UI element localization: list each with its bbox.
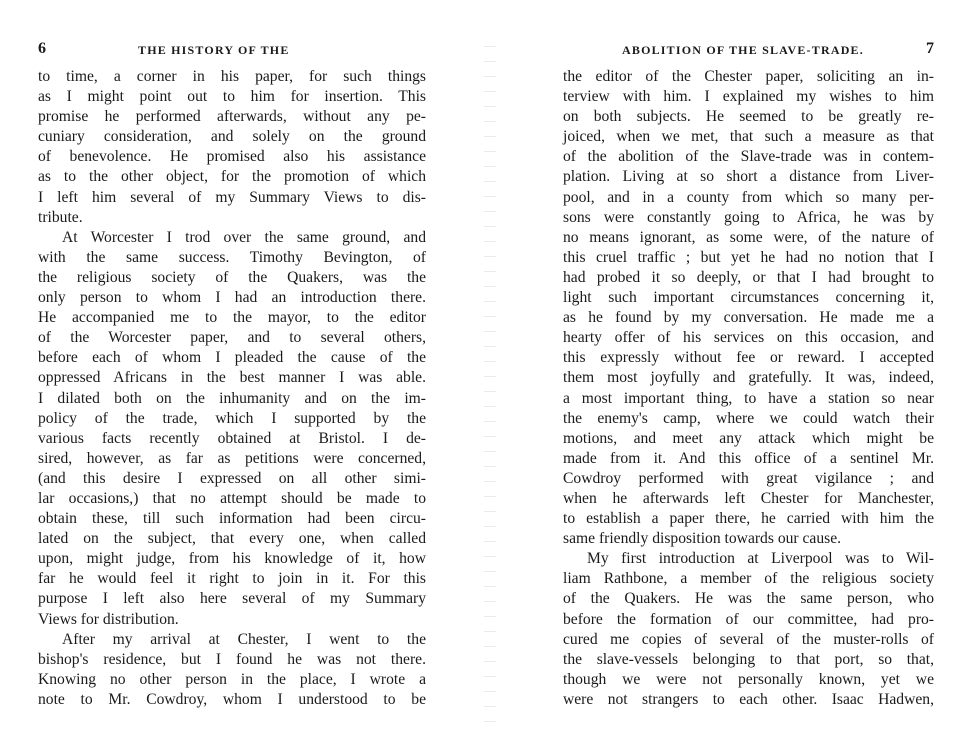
- text-line: the enemy's camp, where we could watch their: [563, 409, 934, 427]
- text-line: far he would feel it right to join in it. For this: [38, 570, 426, 588]
- text-line: I left him several of my Summary Views to dis-: [38, 188, 426, 206]
- text-line: no means ignorant, as some were, of the nature of: [563, 228, 934, 246]
- text-line: were not strangers to each other. Isaac Hadwen,: [563, 690, 934, 708]
- text-line: cured me copies of several of the muster-rolls of: [563, 630, 934, 648]
- right-page-body: [563, 67, 934, 710]
- text-line: Knowing no other person in the place, I wrote a: [38, 670, 426, 688]
- text-line: of the Worcester paper, and to several others,: [38, 329, 426, 347]
- text-line: bishop's residence, but I found he was not there.: [38, 650, 426, 668]
- text-line: Cowdroy performed with great vigilance ; and: [563, 469, 934, 487]
- text-line: when he afterwards left Chester for Manchester,: [563, 489, 934, 507]
- text-line: before each of whom I pleaded the cause of the: [38, 349, 426, 367]
- text-line: liam Rathbone, a member of the religious society: [563, 570, 934, 588]
- text-line: of the Quakers. He was the same person, who: [563, 590, 934, 608]
- text-line: (and this desire I expressed on all other simi-: [38, 469, 426, 487]
- text-line: policy of the trade, which I supported by the: [38, 409, 426, 427]
- text-line: light such important circumstances concerning it,: [563, 289, 934, 307]
- text-line: plation. Living at so short a distance from Liver-: [563, 168, 934, 186]
- text-line: motions, and meet any attack which might be: [563, 429, 934, 447]
- text-line: only person to whom I had an introduction there.: [38, 289, 426, 307]
- text-line: purpose I left also here several of my Summary: [38, 590, 426, 608]
- text-line: note to Mr. Cowdroy, whom I understood to be: [38, 690, 426, 708]
- text-line: same friendly disposition towards our cause.: [563, 530, 842, 548]
- text-line: After my arrival at Chester, I went to the: [62, 630, 426, 648]
- right-page-number: 7: [926, 40, 934, 57]
- text-line: of the abolition of the Slave-trade was in contem-: [563, 148, 934, 166]
- text-line: Views for distribution.: [38, 610, 179, 628]
- text-line: had probed it so deeply, or that I had brought to: [563, 268, 934, 286]
- text-line: to time, a corner in his paper, for such things: [38, 68, 426, 85]
- text-line: terview with him. I explained my wishes to him: [563, 88, 934, 106]
- text-line: sired, however, as far as petitions were concerned,: [38, 449, 426, 467]
- right-page: [490, 0, 980, 731]
- text-line: this cruel traffic ; but yet he had no notion that I: [563, 248, 934, 266]
- text-line: cuniary consideration, and solely on the ground: [38, 128, 426, 146]
- text-line: of benevolence. He promised also his assistance: [38, 148, 426, 166]
- text-line: with the same success. Timothy Bevington, of: [38, 248, 426, 266]
- text-line: sons were constantly going to Africa, he was by: [563, 208, 934, 226]
- text-line: My first introduction at Liverpool was to Wil-: [587, 550, 934, 568]
- text-line: as to the other object, for the promotion of which: [38, 168, 426, 186]
- text-line: I dilated both on the inhumanity and on the im-: [38, 389, 426, 407]
- text-line: tribute.: [38, 208, 83, 226]
- text-line: a most important thing, to have a station so near: [563, 389, 934, 407]
- left-page: [0, 0, 488, 731]
- text-line: the editor of the Chester paper, soliciting an in-: [563, 68, 934, 85]
- text-line: various facts recently obtained at Bristol. I de-: [38, 429, 426, 447]
- text-line: this expressly without fee or reward. I accepted: [563, 349, 934, 367]
- text-line: as he found by my conversation. He made me a: [563, 309, 934, 327]
- text-line: joiced, when we met, that such a measure as that: [563, 128, 934, 146]
- text-line: upon, might judge, from his knowledge of it, how: [38, 550, 426, 568]
- text-line: though we were not personally known, yet we: [563, 670, 934, 688]
- text-line: to establish a paper there, he carried with him the: [563, 510, 934, 528]
- text-line: obtain these, till such information had been circu-: [38, 510, 426, 528]
- text-line: the slave-vessels belonging to that port, so that,: [563, 650, 934, 668]
- text-line: He accompanied me to the mayor, to the editor: [38, 309, 426, 327]
- text-line: made from it. And this office of a sentinel Mr.: [563, 449, 934, 467]
- text-line: At Worcester I trod over the same ground, and: [62, 228, 426, 246]
- text-line: the religious society of the Quakers, was the: [38, 268, 426, 286]
- left-page-body: [38, 67, 426, 710]
- text-line: hearty offer of his services on this occasion, and: [563, 329, 934, 347]
- right-page-header: [490, 40, 980, 60]
- left-running-head: THE HISTORY OF THE: [138, 43, 290, 57]
- text-line: oppressed Africans in the best manner I was able.: [38, 369, 426, 387]
- text-line: lar occasions,) that no attempt should be made to: [38, 489, 426, 507]
- text-line: lated on the subject, that every one, when called: [38, 530, 426, 548]
- text-line: them most joyfully and gratefully. It was, indeed,: [563, 369, 934, 387]
- text-line: as I might point out to him for insertion. This: [38, 88, 426, 106]
- text-line: promise he performed afterwards, without any pe-: [38, 108, 426, 126]
- text-line: before the formation of our committee, had pro-: [563, 610, 934, 628]
- left-page-header: [0, 40, 488, 60]
- right-running-head: ABOLITION OF THE SLAVE-TRADE.: [622, 43, 864, 57]
- left-page-number: 6: [38, 40, 46, 57]
- text-line: pool, and in a county from which so many per-: [563, 188, 934, 206]
- text-line: on both subjects. He seemed to be greatly re-: [563, 108, 934, 126]
